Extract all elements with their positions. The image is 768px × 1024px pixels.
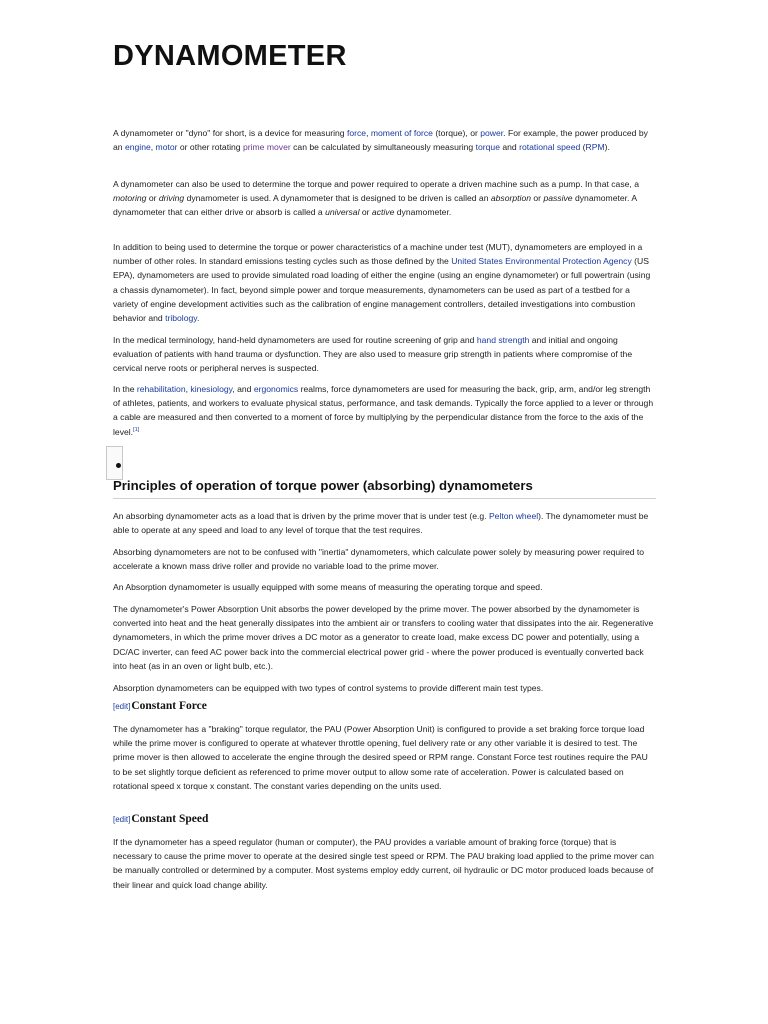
link-prime-mover[interactable]: prime mover: [242, 142, 291, 153]
text-run: dynamometer. A dynamometer that can either drive or absorb is called a: [113, 193, 637, 218]
text-run: A dynamometer or "dyno" for short, is a device for measuring: [113, 128, 347, 138]
link-rpm[interactable]: RPM: [585, 142, 605, 153]
emphasis-passive: passive: [543, 193, 573, 204]
link-hand-strength[interactable]: hand strength: [476, 335, 530, 345]
text-run: . For example, the power produced by an: [113, 128, 648, 153]
intro-paragraph-1: [113, 126, 656, 154]
principles-paragraph-2: [113, 545, 656, 573]
principles-paragraph-3: [113, 580, 656, 594]
section-divider: [113, 498, 656, 499]
text-run: In addition to being used to determine the torque or power characteristics of a machine under test (MUT), dynamometers are employed in a number of other roles. In standard emissions testing cycles such as those defined by the: [113, 242, 643, 267]
section-heading-principles: Principles of operation of torque power (absorbing) dynamometers: [113, 478, 533, 493]
edit-link[interactable]: [edit]: [113, 815, 131, 824]
constant-speed-paragraph: [113, 835, 656, 892]
principles-paragraph-1: [113, 509, 656, 537]
text-run: , and: [232, 384, 254, 394]
intro-paragraph-3: [113, 240, 656, 325]
link-engine[interactable]: engine: [124, 142, 151, 153]
paragraph-text: If the dynamometer has a speed regulator (human or computer), the PAU provides a variable amount of braking force (torque) that is necessary to cause the prime mover to operate at the desired single test speed or RPM. The PAU braking load applied to the prime mover can be manually controlled or determined by a computer. Most systems employ eddy current, oil hydraulic or DC motor produced loads because of their linear and quick load change ability.: [113, 837, 654, 890]
link-power[interactable]: power: [480, 128, 504, 138]
heading-text: Constant Force: [131, 700, 207, 712]
principles-paragraph-5: [113, 681, 656, 695]
emphasis-driving: driving: [158, 193, 185, 204]
emphasis-absorption: absorption: [490, 193, 532, 204]
text-run: and: [499, 142, 520, 153]
paragraph-text: The dynamometer has a "braking" torque regulator, the PAU (Power Absorption Unit) is configured to provide a set braking force torque load while the prime mover is configured to operate at whatever throttle opening, fuel delivery rate or any other variable it is desired to test. The prime mover is then allowed to accelerate the engine through the desired speed or RPM range. Constant Force test routines require the PAU to be set slightly torque deficient as referenced to prime mover output to allow some rate of acceleration. Power is calculated based on rotational speed x torque x constant. The constant varies depending on the units used.: [113, 724, 648, 791]
link-moment-of-force[interactable]: moment of force: [370, 128, 433, 138]
text-run: or: [359, 207, 372, 218]
link-torque[interactable]: torque: [475, 142, 500, 153]
text-run: (torque), or: [432, 128, 481, 138]
text-run: (: [580, 142, 586, 153]
text-run: ,: [150, 142, 156, 153]
text-run: dynamometer is used. A dynamometer that is designed to be driven is called an: [184, 193, 491, 204]
emphasis-universal: universal: [325, 207, 360, 218]
text-run: dynamometer.: [394, 207, 452, 218]
link-rehabilitation[interactable]: rehabilitation: [136, 384, 186, 394]
text-run: An absorbing dynamometer acts as a load that is driven by the prime mover that is under test (e.g.: [113, 511, 489, 521]
emphasis-active: active: [371, 207, 395, 218]
link-motor[interactable]: motor: [155, 142, 178, 153]
section-heading-constant-speed: [113, 813, 208, 825]
text-run: or: [146, 193, 159, 204]
constant-force-paragraph: [113, 722, 656, 793]
text-run: ,: [366, 128, 371, 138]
paragraph-text: An Absorption dynamometer is usually equipped with some means of measuring the operating torque and speed.: [113, 582, 543, 592]
page-title: DYNAMOMETER: [113, 40, 347, 72]
text-run: ,: [185, 384, 191, 394]
principles-paragraph-4: [113, 602, 656, 673]
link-force[interactable]: force: [346, 128, 367, 138]
text-run: ).: [604, 142, 610, 153]
edit-link[interactable]: [edit]: [113, 702, 131, 711]
intro-paragraph-2: [113, 177, 656, 220]
text-run: or other rotating: [177, 142, 243, 153]
intro-paragraph-4: [113, 333, 656, 376]
text-run: ). The dynamometer must be able to operate at any speed and load to any level of torque that the test requires.: [113, 511, 649, 536]
paragraph-text: The dynamometer's Power Absorption Unit absorbs the power developed by the prime mover. The power absorbed by the dynamometer is converted into heat and the heat generally dissipates into the ambient air or transfers to cooling water that dissipates into the air. Regenerative dynamometers, in which the prime mover drives a DC motor as a generator to create load, make excess DC power and potentially, using a DC/AC inverter, can feed AC power back into the commercial electrical power grid - where the power produced is eventually converted back into heat (as in an oven or light bulb, etc.).: [113, 604, 654, 671]
section-heading-constant-force: [113, 700, 207, 712]
link-pelton-wheel[interactable]: Pelton wheel: [488, 511, 539, 521]
heading-text: Constant Speed: [131, 813, 209, 825]
text-run: .: [196, 313, 200, 324]
text-run: In the: [113, 384, 137, 394]
link-ergonomics[interactable]: ergonomics: [253, 384, 299, 394]
emphasis-motoring: motoring: [113, 193, 147, 204]
text-run: In the medical terminology, hand-held dynamometers are used for routine screening of grip and: [113, 335, 477, 345]
link-rotational-speed[interactable]: rotational speed: [519, 142, 581, 153]
text-run: can be calculated by simultaneously measuring: [290, 142, 476, 153]
link-tribology[interactable]: tribology: [165, 313, 197, 324]
text-run: A dynamometer can also be used to determine the torque and power required to operate a driven machine such as a pump. In that case, a: [113, 179, 639, 189]
text-run: or: [531, 193, 544, 204]
bullet-icon: [116, 463, 121, 468]
text-run: realms, force dynamometers are used for measuring the back, grip, arm, and/or leg strength of athletes, patients, and workers to evaluate physical status, performance, and task demands. Typically the force applied to a lever or through a cable are measured and then converted to a moment of force by multiplying by the perpendicular distance from the force to the axis of the level.: [113, 384, 654, 437]
link-us-epa[interactable]: United States Environmental Protection Agency: [451, 256, 632, 267]
intro-paragraph-5: [113, 382, 656, 439]
paragraph-text: Absorption dynamometers can be equipped with two types of control systems to provide different main test types.: [113, 683, 544, 693]
text-run: and initial and ongoing evaluation of patients with hand trauma or dysfunction. They are also used to measure grip strength in patients where compromise of the cervical nerve roots or peripheral nerves is suspected.: [113, 335, 633, 374]
reference-link-1[interactable]: [1]: [133, 426, 140, 433]
link-kinesiology[interactable]: kinesiology: [190, 384, 233, 394]
paragraph-text: Absorbing dynamometers are not to be confused with "inertia" dynamometers, which calculate power solely by measuring power required to accelerate a known mass drive roller and provide no variable load to the prime mover.: [113, 547, 645, 572]
text-run: (US EPA), dynamometers are used to provide simulated road loading of either the engine (using an engine dynamometer) or full powertrain (using a chassis dynamometer). In fact, beyond simple power and torque measurements, dynamometers can be used as part of a testbed for a variety of engine development activities such as the calibration of engine management controllers, detailed investigations into combustion behavior and: [113, 256, 651, 324]
